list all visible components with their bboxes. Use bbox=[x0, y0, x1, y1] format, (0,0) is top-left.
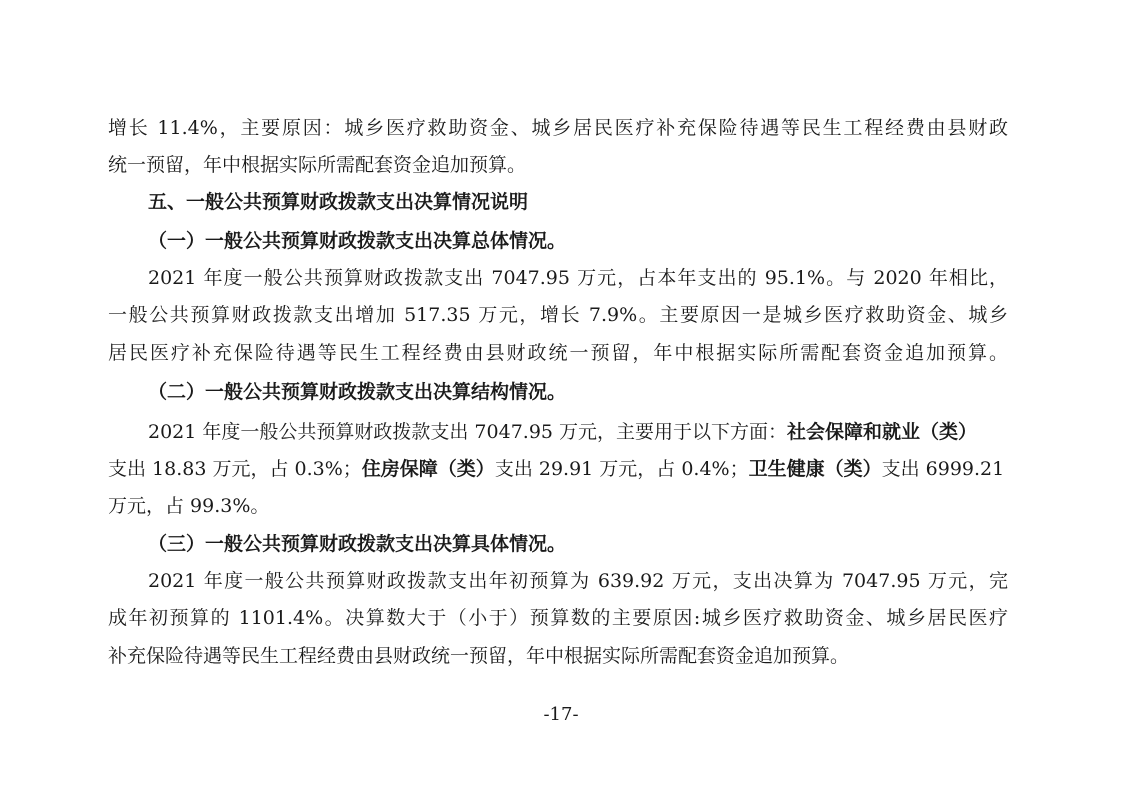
paragraph-line: 2021 年度一般公共预算财政拨款支出年初预算为 639.92 万元，支出决算为 7047.95 万元，完 bbox=[148, 570, 1008, 592]
paragraph-line bbox=[108, 449, 1008, 489]
section-heading: 五、一般公共预算财政拨款支出决算情况说明 bbox=[148, 191, 529, 213]
text-run: 支出 6999.21 bbox=[881, 458, 1005, 480]
paragraph-line: 增长 11.4%，主要原因：城乡医疗救助资金、城乡居民医疗补充保险待遇等民生工程经费由县财政 bbox=[108, 117, 1008, 139]
paragraph-line bbox=[148, 412, 1008, 452]
page-number: -17- bbox=[543, 704, 579, 725]
category-label: 住房保障（类） bbox=[361, 458, 495, 480]
subsection-heading: （一）一般公共预算财政拨款支出决算总体情况。 bbox=[148, 230, 567, 252]
paragraph-line: 统一预留，年中根据实际所需配套资金追加预算。 bbox=[108, 154, 527, 176]
category-label: 社会保障和就业（类） bbox=[787, 421, 978, 443]
paragraph-line: 成年初预算的 1101.4%。决算数大于（小于）预算数的主要原因:城乡医疗救助资金、城乡居民医疗 bbox=[108, 607, 1008, 629]
text-run: 支出 18.83 万元，占 0.3%； bbox=[108, 458, 362, 480]
text-run: 支出 29.91 万元，占 0.4%； bbox=[494, 458, 749, 480]
paragraph-line: 一般公共预算财政拨款支出增加 517.35 万元，增长 7.9%。主要原因一是城乡医疗救助资金、城乡 bbox=[108, 304, 1008, 326]
paragraph-line: 补充保险待遇等民生工程经费由县财政统一预留，年中根据实际所需配套资金追加预算。 bbox=[108, 645, 850, 667]
subsection-heading: （二）一般公共预算财政拨款支出决算结构情况。 bbox=[148, 381, 567, 403]
subsection-heading: （三）一般公共预算财政拨款支出决算具体情况。 bbox=[148, 533, 567, 555]
paragraph-line: 居民医疗补充保险待遇等民生工程经费由县财政统一预留，年中根据实际所需配套资金追加预算。 bbox=[108, 342, 1008, 364]
paragraph-line: 万元，占 99.3%。 bbox=[108, 495, 270, 517]
paragraph-line: 2021 年度一般公共预算财政拨款支出 7047.95 万元，占本年支出的 95.1%。与 2020 年相比， bbox=[148, 267, 1008, 289]
category-label: 卫生健康（类） bbox=[748, 458, 882, 480]
text-run: 2021 年度一般公共预算财政拨款支出 7047.95 万元，主要用于以下方面： bbox=[148, 421, 788, 443]
